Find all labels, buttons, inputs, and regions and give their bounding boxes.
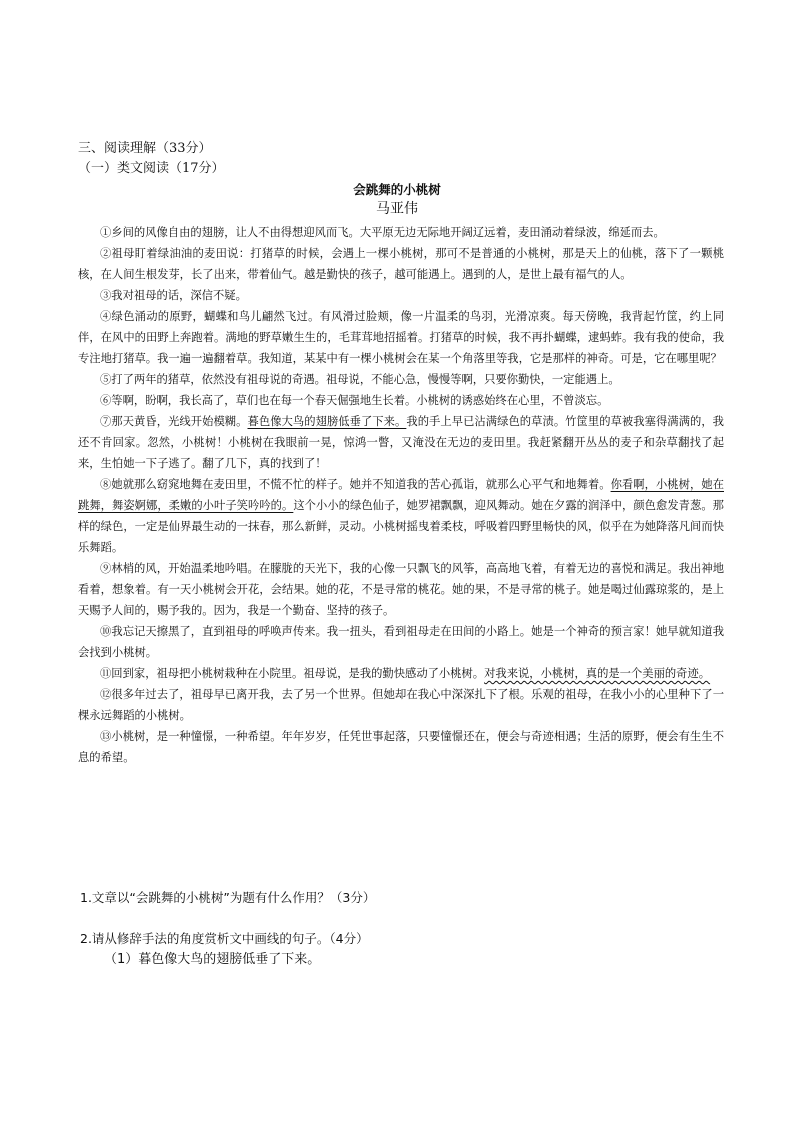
question-1: 1.文章以“会跳舞的小桃树”为题有什么作用？（3分） <box>80 890 376 905</box>
paragraph-text: ⑪回到家，祖母把小桃树栽种在小院里。祖母说，是我的勤快感动了小桃树。 <box>100 667 485 680</box>
article-paragraph <box>78 558 724 621</box>
article-paragraph <box>78 663 724 684</box>
paragraph-text: ⑫很多年过去了，祖母早已离开我，去了另一个世界。但她却在我心中深深扎下了根。乐观的祖母，在我小小的心里种下了一棵永远舞蹈的小桃树。 <box>78 688 724 722</box>
article-paragraph <box>78 243 724 285</box>
paragraph-text: 我的手上早已沾满绿色的草渍。竹筐里的草被我塞得满满的，我还不肯回家。忽然，小桃树！小桃树在我眼前一晃，惊鸿一瞥，又淹没在无边的麦田里。我赶紧翻开丛丛的麦子和杂草翻找了起来，生怕她一下子逃了。翻了几下，真的找到了！ <box>78 415 724 470</box>
paragraph-text: ⑨林梢的风，开始温柔地吟唱。在朦胧的天光下，我的心像一只飘飞的风筝，高高地飞着，有着无边的喜悦和满足。我出神地看着，想象着。有一天小桃树会开花，会结果。她的花，不是寻常的桃花。她的果，不是寻常的桃子。她是喝过仙露琼浆的，是上天赐予人间的，赐予我的。因为，我是一个勤奋、坚持的孩子。 <box>78 562 724 617</box>
paragraph-text: ⑧她就那么窈窕地舞在麦田里，不慌不忙的样子。她并不知道我的苦心孤诣，就那么心平气和地舞着。 <box>100 478 611 491</box>
paragraph-text: ⑦那天黄昏，光线开始模糊。 <box>100 415 248 428</box>
article-author: 马亚伟 <box>376 201 418 217</box>
article-paragraph <box>78 684 724 726</box>
paragraph-text: ④绿色涌动的原野，蝴蝶和鸟儿翩然飞过。有风滑过脸颊，像一片温柔的鸟羽，光滑凉爽。每天傍晚，我背起竹筐，约上同伴，在风中的田野上奔跑着。满地的野草嫩生生的，毛茸茸地招摇着。打猪草的时候，我不再扑蝴蝶，逮蚂蚱。我有我的使命，我专注地打猪草。我一遍一遍翻着草。我知道，某某中有一棵小桃树会在某一个角落里等我，它是那样的神奇。可是，它在哪里呢？ <box>78 310 724 365</box>
underlined-sentence: 暮色像大鸟的翅膀低垂了下来。 <box>247 415 407 428</box>
article-paragraph <box>78 411 724 474</box>
paragraph-text: ①乡间的风像自由的翅膀，让人不由得想迎风而飞。大平原无边无际地开阔辽远着，麦田涌动着绿波，绵延而去。 <box>100 226 665 239</box>
article-paragraph <box>78 222 724 243</box>
paragraph-text: ⑬小桃树，是一种憧憬，一种希望。年年岁岁，任凭世事起落，只要憧憬还在，便会与奇迹相遇；生活的原野，便会有生生不息的希望。 <box>78 730 724 764</box>
article-paragraph <box>78 390 724 411</box>
paragraph-text: ⑩我忘记天擦黑了，直到祖母的呼唤声传来。我一扭头，看到祖母走在田间的小路上。她是一个神奇的预言家！她早就知道我会找到小桃树。 <box>78 625 724 659</box>
underlined-sentence: 对我来说，小桃树，真的是一个美丽的奇迹。 <box>484 667 711 680</box>
article-paragraph <box>78 306 724 369</box>
article-paragraph <box>78 621 724 663</box>
article-title: 会跳舞的小桃树 <box>353 182 441 197</box>
article-paragraph <box>78 474 724 558</box>
paragraph-text: ⑤打了两年的猪草，依然没有祖母说的奇遇。祖母说，不能心急，慢慢等啊，只要你勤快，一定能遇上。 <box>100 373 620 386</box>
subsection-heading: （一）类文阅读（17分） <box>78 161 225 176</box>
underlined-sentence: 你看啊，小桃树，她在跳舞，舞姿婀娜，柔嫩的小叶子笑吟吟的。 <box>78 478 724 512</box>
article-body <box>78 222 724 768</box>
article-paragraph <box>78 285 724 306</box>
question-2: 2.请从修辞手法的角度赏析文中画线的句子。（4分） <box>80 931 369 946</box>
paragraph-text: ⑥等啊，盼啊，我长高了，草们也在每一个春天倔强地生长着。小桃树的诱惑始终在心里，不曾淡忘。 <box>100 394 609 407</box>
paragraph-text: 这个小小的绿色仙子，她罗裙飘飘，迎风舞动。她在夕露的润泽中，颜色愈发青葱。那样的绿色，一定是仙界最生动的一抹春，那么新鲜，灵动。小桃树摇曳着柔枝，呼吸着四野里畅快的风，似乎在为她降落凡间而快乐舞蹈。 <box>78 499 724 554</box>
article-paragraph <box>78 369 724 390</box>
paragraph-text: ③我对祖母的话，深信不疑。 <box>100 289 247 302</box>
question-2-sub-1: （1）暮色像大鸟的翅膀低垂了下来。 <box>104 952 321 967</box>
article-paragraph <box>78 726 724 768</box>
paragraph-text: ②祖母盯着绿油油的麦田说：打猪草的时候，会遇上一棵小桃树，那可不是普通的小桃树，那是天上的仙桃，落下了一颗桃核，在人间生根发芽，长了出来，带着仙气。越是勤快的孩子，越可能遇上。遇到的人，是世上最有福气的人。 <box>78 247 724 281</box>
section-heading: 三、阅读理解（33分） <box>78 141 212 156</box>
